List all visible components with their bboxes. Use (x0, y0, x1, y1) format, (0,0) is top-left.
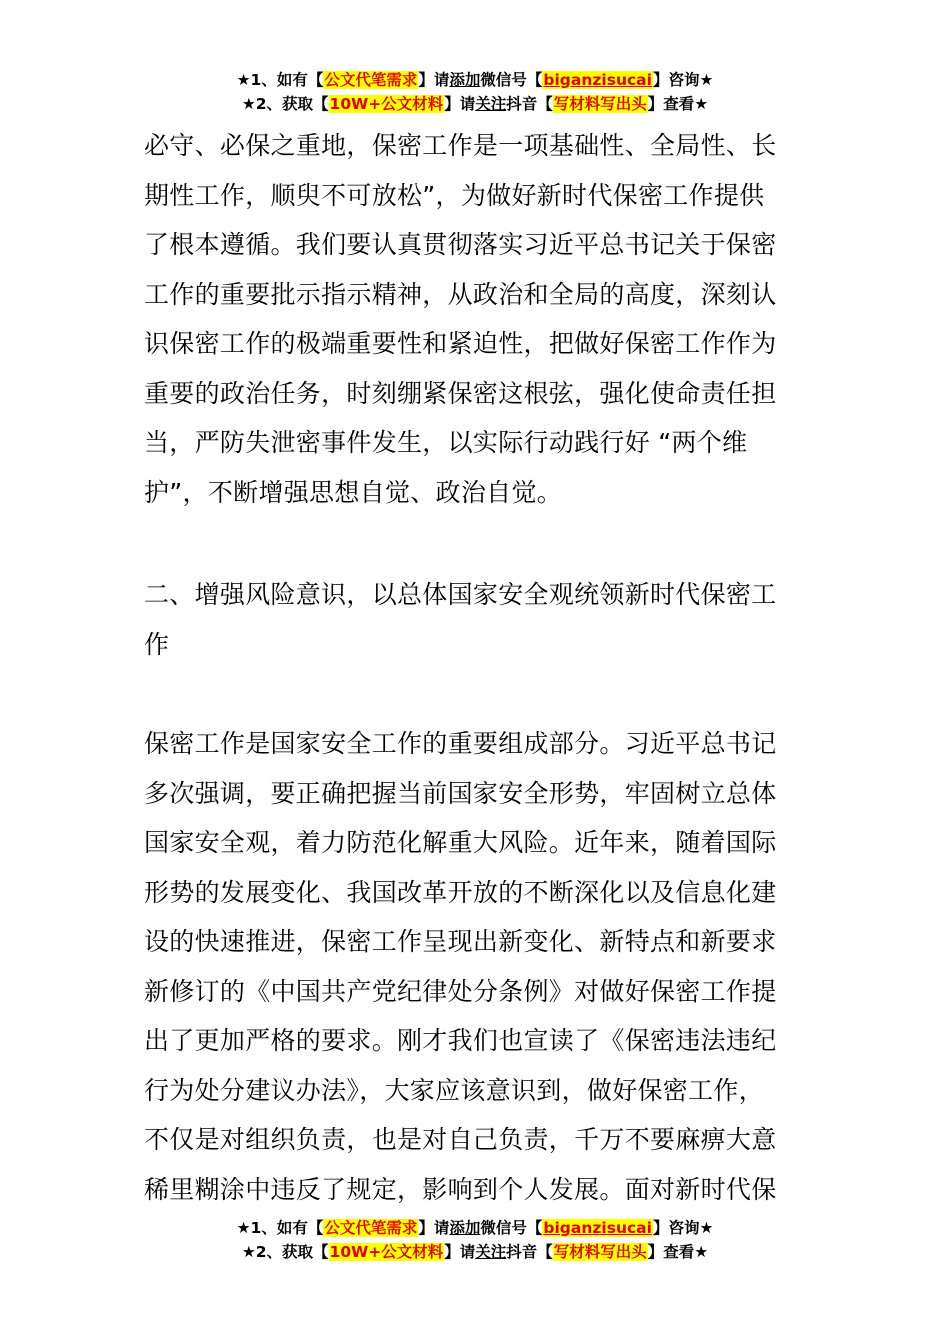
text-line: 识保密工作的极端重要性和紧迫性，把做好保密工作作为 (144, 329, 777, 358)
highlight-wechat-id: biganzisucai (543, 1219, 652, 1237)
underlined-text: 添加 (449, 71, 481, 89)
text-line: 工作的重要批示指示精神，从政治和全局的高度，深刻认 (144, 279, 777, 309)
underlined-text: 添加 (449, 1219, 481, 1237)
text-line: 行为处分建议办法》，大家应该意识到，做好保密工作， (144, 1075, 765, 1105)
banner-text: ★1、如有【 (236, 1219, 324, 1237)
banner-text: 微信号【 (480, 71, 543, 89)
highlight-service: 公文代笔需求 (324, 71, 418, 89)
paragraph-1 (144, 121, 808, 517)
banner-text: 】查看★ (647, 1243, 709, 1261)
header-banner (0, 68, 950, 116)
banner-text: 】请 (444, 95, 476, 113)
banner-text: 】请 (418, 1219, 450, 1237)
banner-text: 】查看★ (647, 95, 709, 113)
banner-text: 抖音【 (506, 95, 553, 113)
footer-banner (0, 1216, 950, 1264)
text-line: 重要的政治任务，时刻绷紧保密这根弦，强化使命责任担 (144, 378, 777, 408)
section-heading (144, 570, 808, 669)
highlight-service: 公文代笔需求 (324, 1219, 418, 1237)
banner-text: 】咨询★ (652, 1219, 714, 1237)
text-line: 稀里糊涂中违反了规定，影响到个人发展。面对新时代保 (144, 1174, 777, 1204)
text-line: 多次强调，要正确把握当前国家安全形势，牢固树立总体 (144, 778, 777, 808)
highlight-douyin: 写材料写出头 (553, 1243, 647, 1261)
text-line: 必守、必保之重地，保密工作是一项基础性、全局性、长 (144, 131, 777, 160)
text-line: 不仅是对组织负责，也是对自己负责，千万不要麻痹大意 (144, 1125, 777, 1154)
paragraph-2 (144, 719, 808, 1214)
banner-text: ★2、获取【 (241, 1243, 329, 1261)
banner-text: ★1、如有【 (236, 71, 324, 89)
banner-text: 】请 (418, 71, 450, 89)
banner-text: ★2、获取【 (241, 95, 329, 113)
heading-line: 二、增强风险意识，以总体国家安全观统领新时代保密工 (144, 580, 777, 609)
text-line: 设的快速推进，保密工作呈现出新变化、新特点和新要求 (144, 927, 777, 956)
text-line: 护”，不断增强思想自觉、政治自觉。 (144, 477, 563, 507)
text-line: 了根本遵循。我们要认真贯彻落实习近平总书记关于保密 (144, 230, 777, 259)
banner-line-2 (0, 1240, 950, 1264)
text-line: 当，严防失泄密事件发生，以实际行动践行好 “两个维 (144, 428, 748, 457)
underlined-text: 关注 (475, 1243, 507, 1261)
banner-line-1 (0, 68, 950, 92)
text-line: 保密工作是国家安全工作的重要组成部分。习近平总书记 (144, 729, 777, 758)
banner-text: 微信号【 (480, 1219, 543, 1237)
heading-line: 作 (144, 629, 170, 659)
text-line: 期性工作，顺臾不可放松”，为做好新时代保密工作提供 (144, 180, 765, 210)
highlight-materials: 10W+公文材料 (329, 1243, 444, 1261)
highlight-wechat-id: biganzisucai (543, 71, 652, 89)
underlined-text: 关注 (475, 95, 507, 113)
text-line: 形势的发展变化、我国改革开放的不断深化以及信息化建 (144, 877, 777, 907)
banner-line-2 (0, 92, 950, 116)
highlight-materials: 10W+公文材料 (329, 95, 444, 113)
text-line: 新修订的《中国共产党纪律处分条例》对做好保密工作提 (144, 976, 777, 1006)
banner-text: 】请 (444, 1243, 476, 1261)
text-line: 出了更加严格的要求。刚才我们也宣读了《保密违法违纪 (144, 1026, 777, 1055)
banner-text: 】咨询★ (652, 71, 714, 89)
banner-line-1 (0, 1216, 950, 1240)
highlight-douyin: 写材料写出头 (553, 95, 647, 113)
banner-text: 抖音【 (506, 1243, 553, 1261)
text-line: 国家安全观，着力防范化解重大风险。近年来，随着国际 (144, 828, 777, 857)
